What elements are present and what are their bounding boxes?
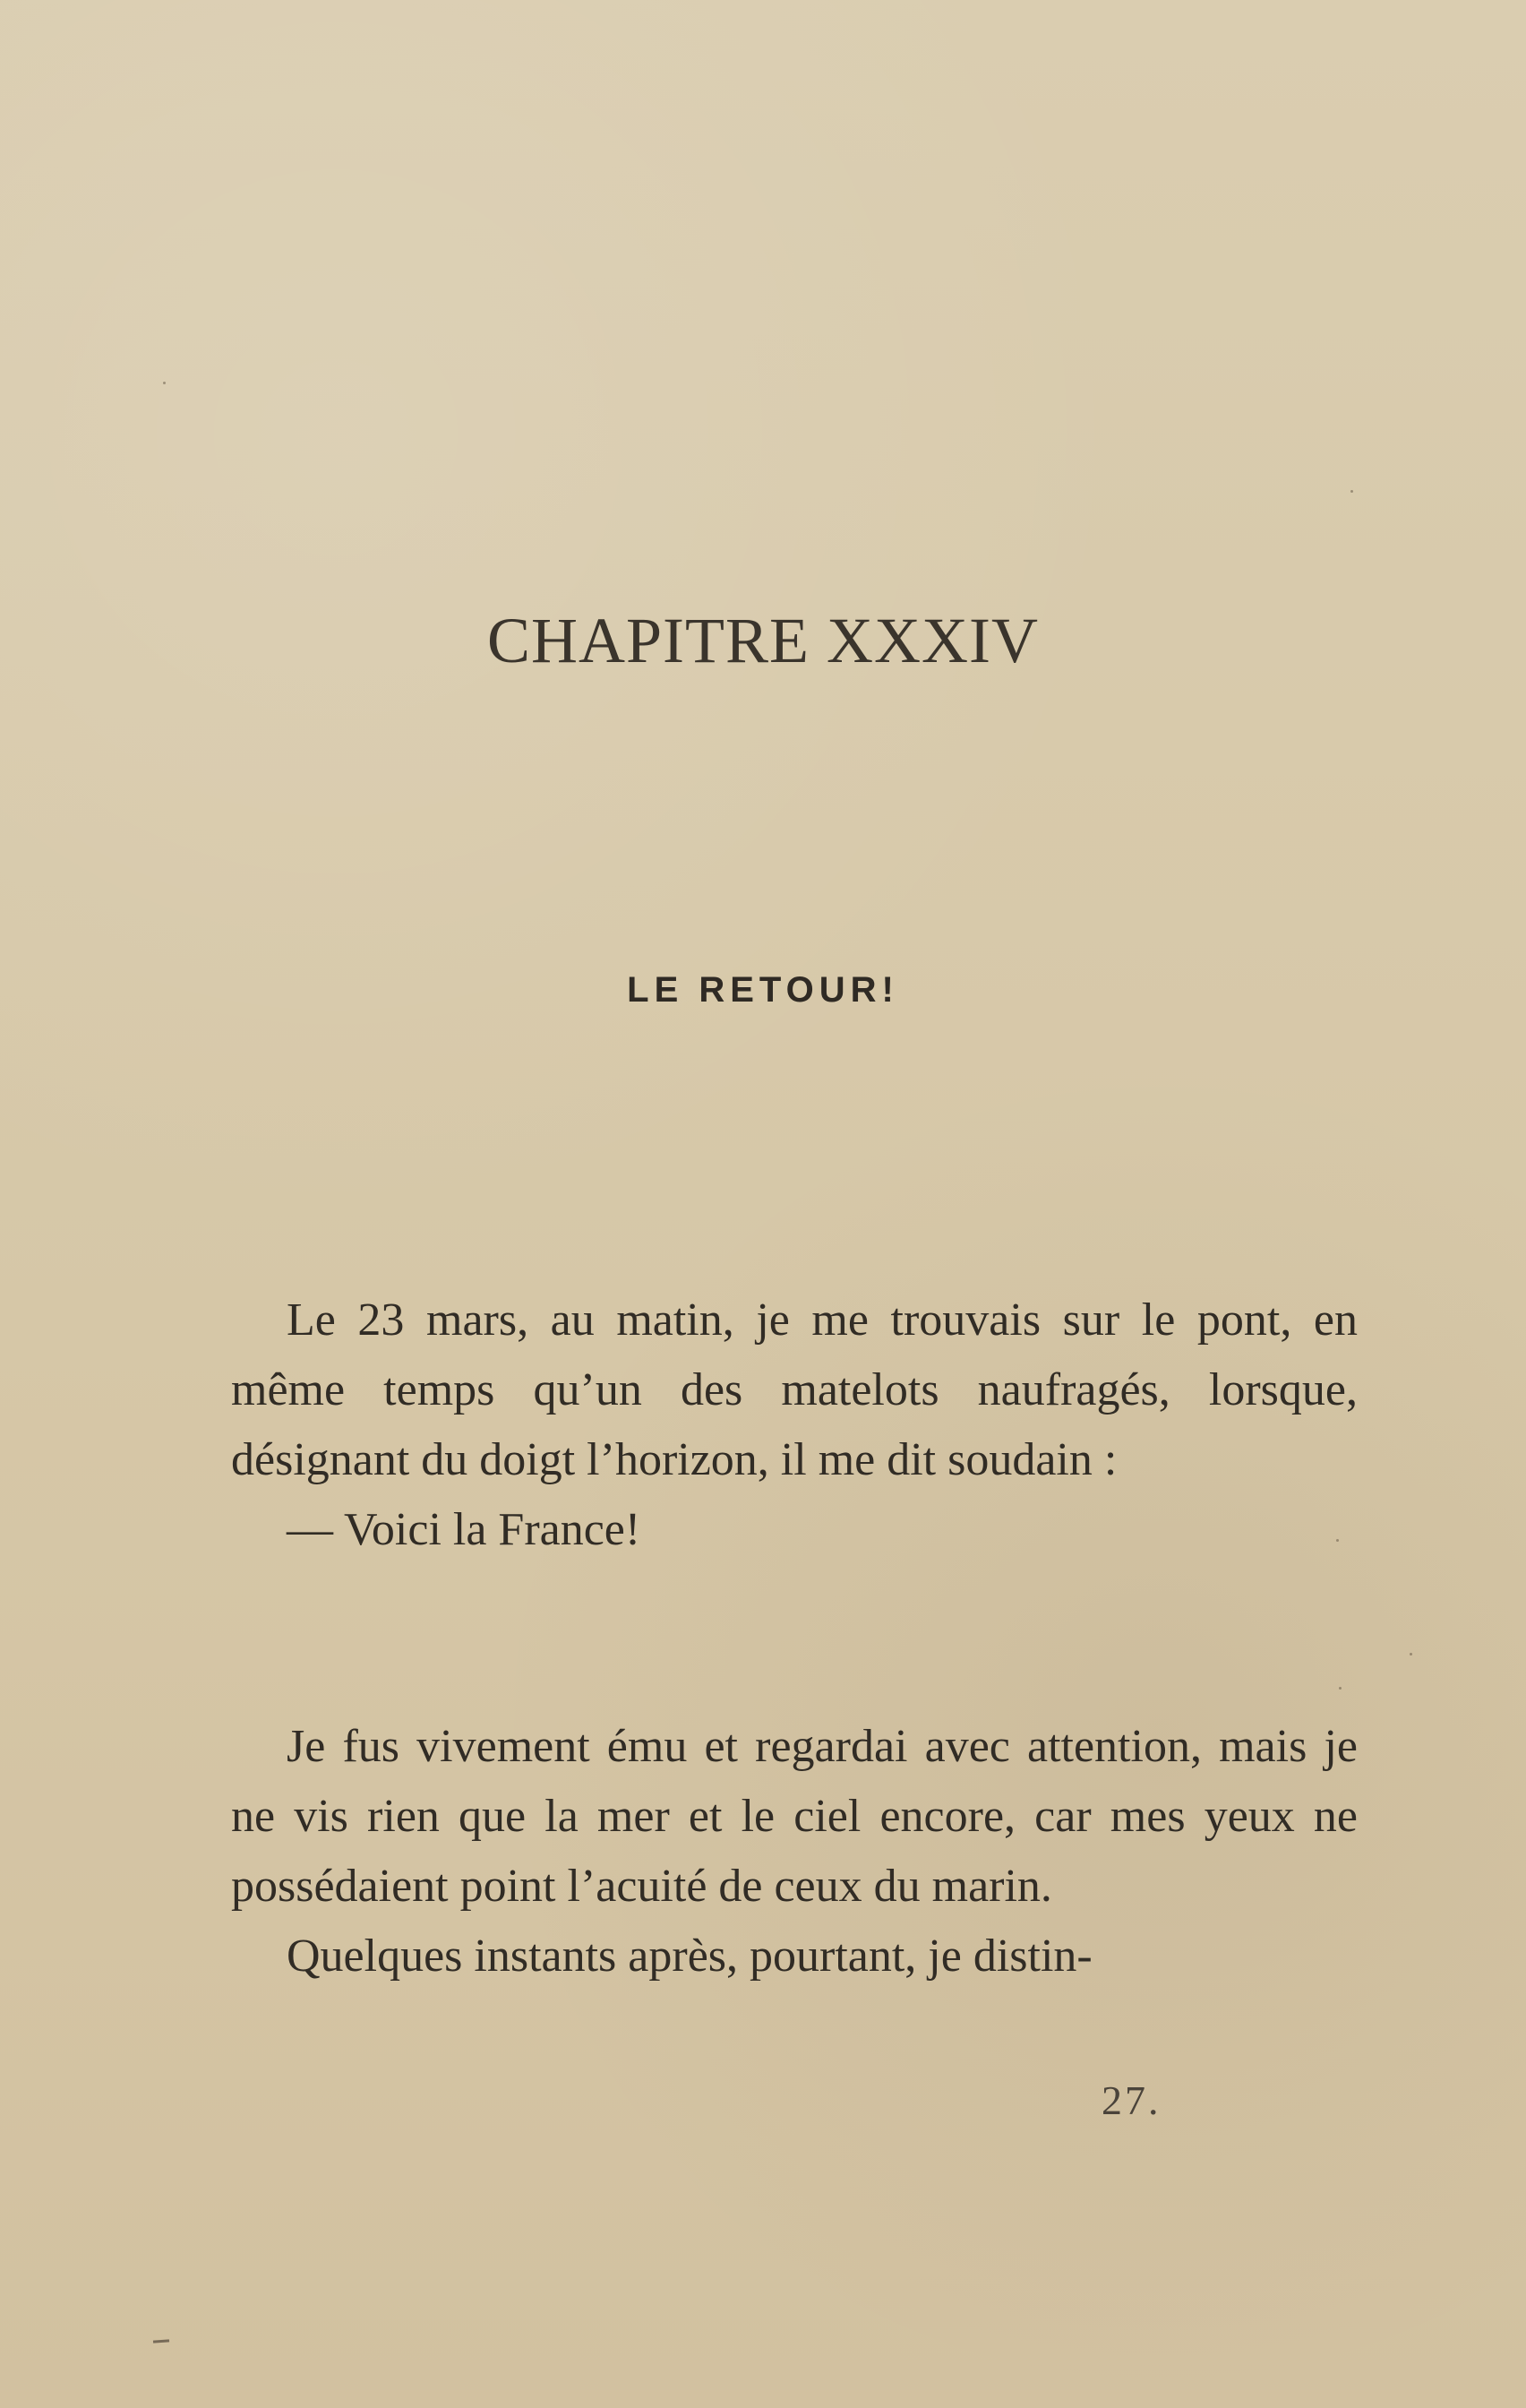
paper-speck (1339, 1687, 1342, 1690)
paper-speck (1410, 1653, 1412, 1656)
paper-speck (1350, 490, 1353, 493)
chapter-subtitle: LE RETOUR! (627, 970, 899, 1010)
paragraph: Quelques instants après, pourtant, je distin- (287, 1931, 1093, 1982)
paragraph: — Voici la France! (287, 1504, 641, 1555)
page-number: 27. (1102, 2077, 1162, 2123)
paper-mark (153, 2339, 169, 2343)
paragraph: Je fus vivement ému et regardai avec attention, mais je ne vis rien que la mer et le ciel encore, car mes yeux ne possédaient point l’acuité de ceux du marin. (231, 1721, 1358, 1912)
paragraph: Le 23 mars, au matin, je me trouvais sur le pont, en même temps qu’un des matelots naufragés, lorsque, désignant du doigt l’horizon, il me dit soudain : (231, 1294, 1358, 1485)
paragraph-group-2 (231, 1712, 1358, 1991)
chapter-title: CHAPITRE XXXIV (487, 605, 1039, 676)
paragraph-group-1 (231, 1286, 1358, 1565)
paper-speck (163, 382, 166, 384)
